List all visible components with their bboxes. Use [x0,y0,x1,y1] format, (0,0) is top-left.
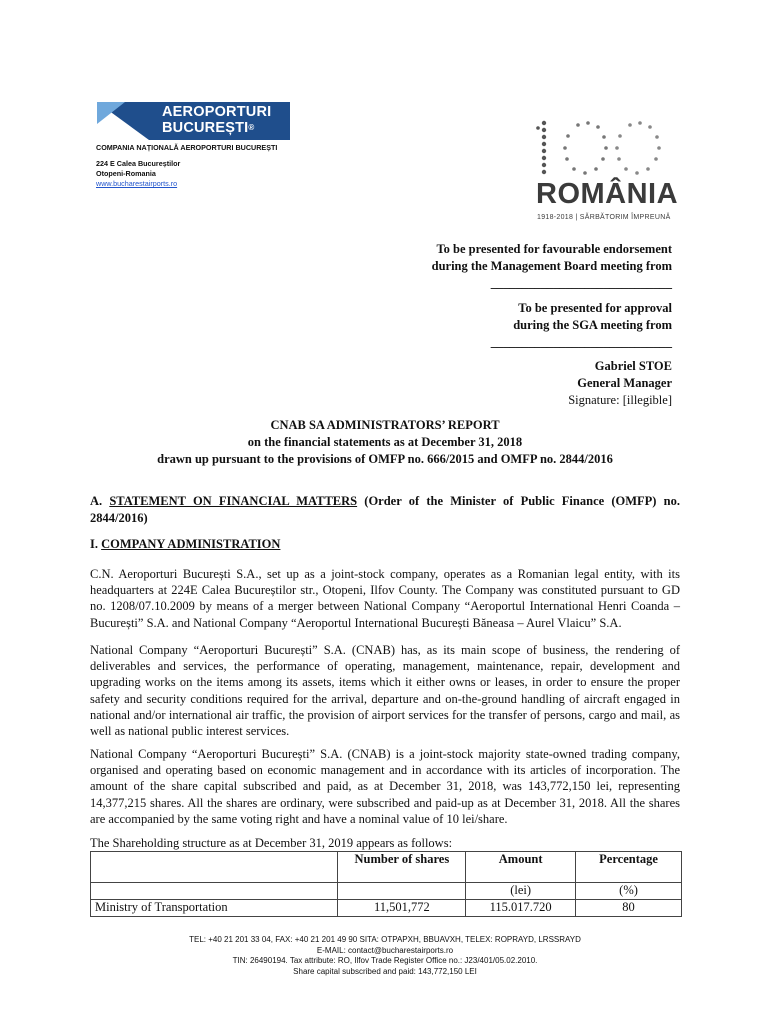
signatory-title: General Manager [577,376,672,390]
signature-note: Signature: [illegible] [568,393,672,407]
company-address [96,159,180,189]
logo-line1: AEROPORTURI [162,104,272,120]
approval-line1: To be presented for approval [518,301,672,315]
address-line1: 224 E Calea Bucureștilor [96,159,181,168]
title-line3: drawn up pursuant to the provisions of OMFP no. 666/2015 and OMFP no. 2844/2016 [157,452,613,466]
paragraph-share-capital: National Company “Aeroporturi București” S.A. (CNAB) is a joint-stock majority state-owned trading company, organised and operating based on economic management and in accordance with its articles of incorporation. The amount of the share capital subscribed and paid, as at December 31, 2018, was 143,772,150 lei, representing 14,377,215 shares. All the shares are ordinary, were subscribed and paid-up as at December 31, 2018. All the shares are accompanied by the same voting right and have a nominal value of 10 lei/share. [90,747,680,826]
section-i-title: COMPANY ADMINISTRATION [101,537,281,551]
approval-blank: _____________________________ [490,335,672,349]
table-header-cell: Amount [466,852,576,883]
approval-block [491,300,672,351]
page-footer [0,935,770,977]
table-cell: Ministry of Transportation [91,900,338,917]
shareholding-table [90,851,682,917]
footer-capital: Share capital subscribed and paid: 143,772,150 LEI [293,966,477,976]
table-unit-cell: (%) [576,883,682,900]
title-line1: CNAB SA ADMINISTRATORS’ REPORT [270,418,500,432]
section-a-title: STATEMENT ON FINANCIAL MATTERS [109,494,358,508]
section-a-heading [90,493,680,527]
endorsement-line1: To be presented for favourable endorsement [436,242,672,256]
logo-line2: BUCUREȘTI [162,120,249,136]
title-line2: on the financial statements as at December 31, 2018 [247,435,523,449]
signatory-name: Gabriel STOE [594,359,672,373]
logo-emblem-icon [97,102,149,140]
section-i-heading [90,537,280,552]
report-title [0,417,770,468]
table-cell: 11,501,772 [338,900,466,917]
approval-line2: during the SGA meeting from [513,318,672,332]
table-cell: 115.017.720 [466,900,576,917]
table-unit-cell [338,883,466,900]
paragraph-scope-of-business: National Company “Aeroporturi București” S.A. (CNAB) has, as its main scope of business, the rendering of deliverables and services, the performance of operating, management, maintenance, repair, development and upgrading works on the items among its assets, items which it either owns or leases, in order to ensure the proper safety and security conditions required for the arrival, departure and on-the-ground handling of aircraft engaged in national and/or international air traffic, the provision of airport services for the transfer of persons, cargo and mail, as well as national public interest services. [90,643,680,739]
endorsement-blank: _____________________________ [490,276,672,290]
signatory-block [568,358,672,409]
section-a-prefix: A. [90,494,110,508]
footer-contact: TEL: +40 21 201 33 04, FAX: +40 21 201 49 90 SITA: OTPAPXH, BBUAVXH, TELEX: ROPRAYD, LRSSRAYD [189,935,581,944]
table-header-cell: Percentage [576,852,682,883]
romania-wordmark: ROMÂNIA [536,178,679,210]
section-a-suffix: (Order of the Minister of Public Finance (OMFP) no. 2844/2016) [90,494,680,525]
logo-registered-mark: ® [248,123,255,132]
section-i-prefix: I. [90,537,102,551]
centenary-tagline: 1918-2018 | SĂRBĂTORIM ÎMPREUNĂ [537,214,671,221]
table-header-row [91,852,682,883]
table-row [91,900,682,917]
paragraph-shareholding-intro: The Shareholding structure as at December 31, 2019 appears as follows: [90,836,453,850]
table-unit-cell: (lei) [466,883,576,900]
logo-text [162,104,271,136]
table-units-row [91,883,682,900]
table-header-cell [91,852,338,883]
table-cell: 80 [576,900,682,917]
table-unit-cell [91,883,338,900]
footer-registration: TIN: 26490194. Tax attribute: RO, Ilfov Trade Register Office no.: J23/401/05.02.2010. [232,956,538,965]
paragraph-company-setup: C.N. Aeroporturi București S.A., set up as a joint-stock company, operates as a Romanian legal entity, with its headquarters at 224E Calea Bucureștilor str., Otopeni, Ilfov County. The Company was constituted pursuant to GD no. 1208/07.10.2009 by means of a merger between National Company “Aeroportul International Henri Coanda – București” S.A. and National Company “Aeroportul International București Băneasa – Aurel Vlaicu” S.A. [90,567,680,630]
footer-email: E-MAIL: contact@bucharestairports.ro [316,945,454,955]
endorsement-line2: during the Management Board meeting from [431,259,672,273]
endorsement-block [432,241,672,292]
website-link[interactable]: www.bucharestairports.ro [96,179,178,188]
table-header-cell: Number of shares [338,852,466,883]
address-line2: Otopeni-Romania [96,169,156,178]
company-name: COMPANIA NAȚIONALĂ AEROPORTURI BUCUREȘTI [96,143,278,152]
